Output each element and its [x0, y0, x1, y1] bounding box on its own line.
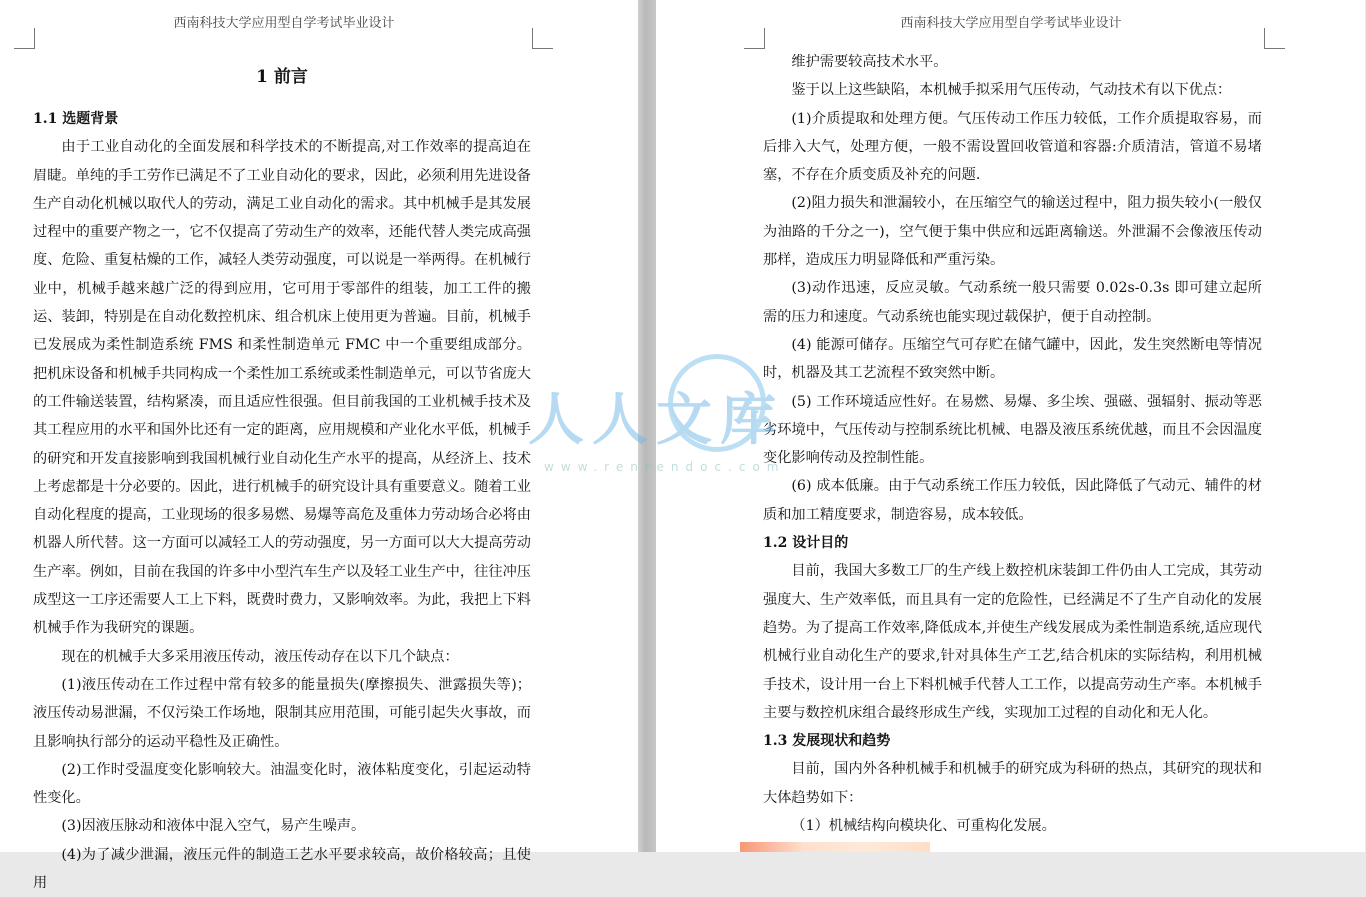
paragraph: 维护需要较高技术水平。 — [791, 54, 948, 70]
bottom-banner-fragment — [740, 842, 930, 852]
chapter-title: 1 前言 — [256, 67, 308, 87]
paragraph: (4) 能源可储存。压缩空气可存贮在储气罐中，因此，发生突然断电等情况时，机器及其工艺流程不致突然中断。 — [763, 336, 1262, 382]
watermark-text: 人人文库 — [528, 388, 784, 453]
page-header: 西南科技大学应用型自学考试毕业设计 — [173, 16, 395, 31]
page-header: 西南科技大学应用型自学考试毕业设计 — [900, 16, 1122, 31]
corner-mark — [744, 28, 765, 49]
paragraph: (1)介质提取和处理方便。气压传动工作压力较低，工作介质提取容易，而后排入大气，处理方便，一般不需设置回收管道和容器:介质清洁，管道不易堵塞，不存在介质变质及补充的问题. — [763, 110, 1262, 184]
watermark-url: www.renrendoc.com — [544, 460, 786, 474]
corner-mark — [532, 28, 553, 49]
paragraph: (3)因液压脉动和液体中混入空气，易产生噪声。 — [61, 818, 366, 835]
right-page — [656, 0, 1365, 852]
page-gutter — [638, 0, 656, 852]
section-heading: 1.2 设计目的 — [763, 535, 849, 552]
paragraph: (2)阻力损失和泄漏较小，在压缩空气的输送过程中，阻力损失较小(一般仅为油路的千分之一)，空气便于集中供应和远距离输送。外泄漏不会像液压传动那样，造成压力明显降低和严重污染。 — [763, 195, 1262, 269]
paragraph: 目前，我国大多数工厂的生产线上数控机床装卸工件仍由人工完成，其劳动强度大、生产效率低，而且具有一定的危险性，已经满足不了生产自动化的发展趋势。为了提高工作效率,降低成本,并使生产线发展成为柔性制造系统,适应现代机械行业自动化生产的要求,针对具体生产工艺,结合机床的实际结构，利用机械手技术，设计用一台上下料机械手代替人工工作，以提高劳动生产率。本机械手主要与数控机床组合最终形成生产线，实现加工过程的自动化和无人化。 — [763, 563, 1262, 721]
paragraph: (1)液压传动在工作过程中常有较多的能量损失(摩擦损失、泄露损失等)；液压传动易泄漏，不仅污染工作场地，限制其应用范围，可能引起失火事故，而且影响执行部分的运动平稳性及正确性。 — [33, 676, 531, 750]
section-heading: 1.3 发展现状和趋势 — [763, 733, 891, 750]
section-heading: 1.1 选题背景 — [33, 111, 119, 127]
list-item: （1）机械结构向模块化、可重构化发展。 — [791, 818, 1056, 835]
paragraph: (6) 成本低廉。由于气动系统工作压力较低，因此降低了气动元、辅件的材质和加工精度要求，制造容易，成本较低。 — [763, 478, 1262, 523]
right-content — [763, 48, 1262, 840]
corner-mark — [1264, 28, 1285, 49]
paragraph: 由于工业自动化的全面发展和科学技术的不断提高,对工作效率的提高迫在眉睫。单纯的手工劳作已满足不了工业自动化的要求，因此，必须利用先进设备生产自动化机械以取代人的劳动，满足工业自动化的需求。其中机械手是其发展过程中的重要产物之一，它不仅提高了劳动生产的效率，还能代替人类完成高强度、危险、重复枯燥的工作，减轻人类劳动强度，可以说是一举两得。在机械行业中，机械手越来越广泛的得到应用，它可用于零部件的组装，加工工件的搬运、装卸，特别是在自动化数控机床、组合机床上使用更为普遍。目前，机械手已发展成为柔性制造系统 FMS 和柔性制造单元 FMC 中一个重要组成部分。把机床设备和机械手共同构成一个柔性加工系统或柔性制造单元，可以节省庞大的工件输送装置，结构紧凑，而且适应性很强。但目前我国的工业机械手技术及其工程应用的水平和国外比还有一定的距离，应用规模和产业化水平低，机械手的研究和开发直接影响到我国机械行业自动化生产水平的提高，从经济上、技术上考虑都是十分必要的。因此，进行机械手的研究设计具有重要意义。随着工业自动化程度的提高，工业现场的很多易燃、易爆等高危及重体力劳动场合必将由机器人所代替。这一方面可以减轻工人的劳动强度，另一方面可以大大提高劳动生产率。例如，目前在我国的许多中小型汽车生产以及轻工业生产中，往往冲压成型这一工序还需要人工上下料，既费时费力，又影响效率。为此，我把上下料机械手作为我研究的课题。 — [33, 139, 531, 637]
paragraph: (4)为了减少泄漏，液压元件的制造工艺水平要求较高，故价格较高；且使用 — [33, 846, 531, 892]
paragraph: (2)工作时受温度变化影响较大。油温变化时，液体粘度变化，引起运动特性变化。 — [33, 761, 531, 807]
left-page — [0, 0, 638, 892]
paragraph: 现在的机械手大多采用液压传动，液压传动存在以下几个缺点： — [61, 648, 459, 665]
paragraph: 目前，国内外各种机械手和机械手的研究成为科研的热点，其研究的现状和大体趋势如下： — [763, 761, 1262, 806]
paragraph: (5) 工作环境适应性好。在易燃、易爆、多尘埃、强磁、强辐射、振动等恶劣环境中，气压传动与控制系统比机械、电器及液压系统优越，而且不会因温度变化影响传动及控制性能。 — [763, 393, 1262, 467]
left-content — [33, 62, 531, 897]
paragraph: 鉴于以上这些缺陷，本机械手拟采用气压传动，气动技术有以下优点： — [791, 82, 1232, 99]
corner-mark — [14, 28, 35, 49]
paragraph: (3)动作迅速，反应灵敏。气动系统一般只需要 0.02s-0.3s 即可建立起所需的压力和速度。气动系统也能实现过载保护，便于自动控制。 — [763, 280, 1262, 325]
